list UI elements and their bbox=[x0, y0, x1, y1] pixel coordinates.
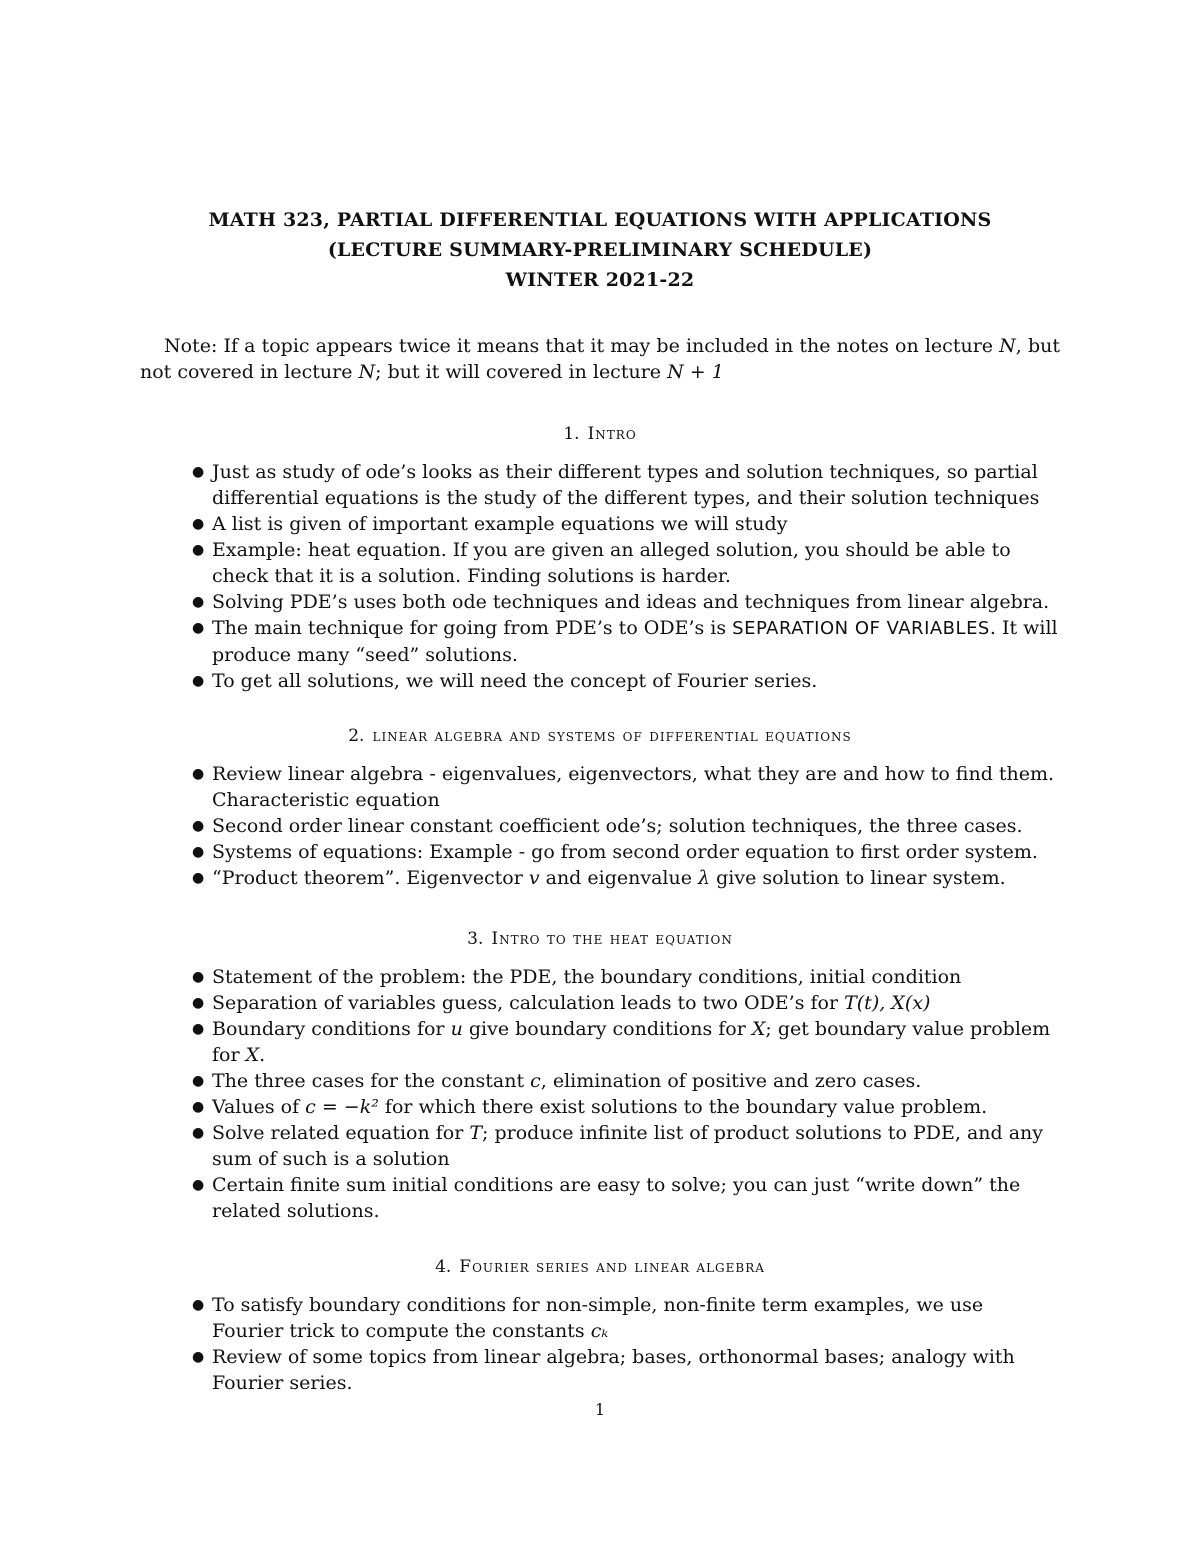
title-line-1: MATH 323, PARTIAL DIFFERENTIAL EQUATIONS WITH APPLICATIONS bbox=[208, 209, 992, 231]
title-line-3: WINTER 2021-22 bbox=[505, 269, 695, 291]
bullet-icon: ● bbox=[192, 995, 205, 1011]
bullet-icon: ● bbox=[192, 673, 205, 689]
bullet-icon: ● bbox=[192, 818, 205, 834]
list-item bbox=[140, 1344, 1060, 1396]
item-math: X bbox=[751, 1018, 766, 1040]
section-number: 3. bbox=[467, 929, 484, 949]
item-text: Review linear algebra - eigenvalues, eigenvectors, what they are and how to find them. Characteristic equation bbox=[212, 763, 1055, 811]
item-text: Values of bbox=[212, 1096, 306, 1118]
page-number: 1 bbox=[594, 1400, 606, 1419]
list-item bbox=[140, 1094, 1060, 1120]
item-math: v bbox=[528, 867, 540, 889]
section-number: 4. bbox=[435, 1257, 452, 1277]
item-text: Example: heat equation. If you are given an alleged solution, you should be able to check that it is a solution. Finding solutions is harder. bbox=[212, 539, 1011, 587]
list-item bbox=[140, 761, 1060, 813]
item-math: c = −k² bbox=[305, 1096, 379, 1118]
section-heading bbox=[140, 926, 1060, 952]
item-text: To get all solutions, we will need the concept of Fourier series. bbox=[212, 670, 818, 692]
item-text: A list is given of important example equations we will study bbox=[212, 513, 788, 535]
list-item bbox=[140, 615, 1060, 668]
list-item bbox=[140, 668, 1060, 694]
bullet-icon: ● bbox=[192, 1177, 205, 1193]
item-emphasis: SEPARATION OF VARIABLES bbox=[732, 618, 990, 639]
item-text: ; produce infinite list of product solutions to PDE, and any sum of such is a solution bbox=[212, 1122, 1044, 1170]
item-text: . bbox=[259, 1044, 266, 1066]
list-item bbox=[140, 1016, 1060, 1068]
item-math: cₖ bbox=[590, 1320, 609, 1342]
list-item bbox=[140, 813, 1060, 839]
note-text-2: , but not covered in lecture bbox=[140, 335, 1060, 383]
item-math: X bbox=[245, 1044, 260, 1066]
section-title: Fourier series and linear algebra bbox=[459, 1257, 765, 1277]
bullet-icon: ● bbox=[192, 870, 205, 886]
item-text: and eigenvalue bbox=[539, 867, 699, 889]
section-intro bbox=[140, 421, 1060, 694]
item-text: , elimination of positive and zero cases. bbox=[540, 1070, 922, 1092]
list-item bbox=[140, 511, 1060, 537]
list-item bbox=[140, 589, 1060, 615]
item-text: Review of some topics from linear algebra; bases, orthonormal bases; analogy with Fourier series. bbox=[212, 1346, 1015, 1394]
bullet-list bbox=[140, 761, 1060, 891]
bullet-icon: ● bbox=[192, 1297, 205, 1313]
item-text: ; get boundary value problem for bbox=[212, 1018, 1051, 1066]
bullet-icon: ● bbox=[192, 516, 205, 532]
section-title: linear algebra and systems of differential equations bbox=[372, 726, 852, 746]
note-math-N1: N bbox=[999, 335, 1016, 357]
section-heat-equation bbox=[140, 926, 1060, 1224]
item-text: Second order linear constant coefficient ode’s; solution techniques, the three cases. bbox=[212, 815, 1023, 837]
note-paragraph bbox=[140, 333, 1060, 385]
document-title bbox=[0, 205, 1200, 295]
title-line-2: (LECTURE SUMMARY-PRELIMINARY SCHEDULE) bbox=[327, 239, 873, 261]
bullet-list bbox=[140, 1292, 1060, 1396]
section-title: Intro to the heat equation bbox=[491, 929, 733, 949]
section-linear-algebra bbox=[140, 723, 1060, 891]
item-math: T(t), X(x) bbox=[844, 992, 931, 1014]
item-math: c bbox=[530, 1070, 541, 1092]
section-fourier-series bbox=[140, 1254, 1060, 1396]
bullet-icon: ● bbox=[192, 620, 205, 636]
bullet-icon: ● bbox=[192, 969, 205, 985]
list-item bbox=[140, 865, 1060, 891]
section-heading bbox=[140, 421, 1060, 447]
item-text: Just as study of ode’s looks as their different types and solution techniques, so partial differential equations is the study of the different types, and their solution techniques bbox=[212, 461, 1040, 509]
list-item bbox=[140, 839, 1060, 865]
bullet-icon: ● bbox=[192, 766, 205, 782]
item-text: Boundary conditions for bbox=[212, 1018, 451, 1040]
bullet-icon: ● bbox=[192, 1125, 205, 1141]
list-item bbox=[140, 964, 1060, 990]
item-math: λ bbox=[698, 867, 711, 889]
list-item bbox=[140, 459, 1060, 511]
item-text: To satisfy boundary conditions for non-simple, non-finite term examples, we use Fourier trick to compute the constants bbox=[212, 1294, 984, 1342]
section-heading bbox=[140, 723, 1060, 749]
item-text: for which there exist solutions to the boundary value problem. bbox=[378, 1096, 988, 1118]
bullet-icon: ● bbox=[192, 1099, 205, 1115]
bullet-list bbox=[140, 459, 1060, 694]
note-math-N2: N bbox=[358, 361, 376, 383]
item-text: The main technique for going from PDE’s to ODE’s is bbox=[212, 617, 733, 639]
item-text: Separation of variables guess, calculation leads to two ODE’s for bbox=[212, 992, 845, 1014]
item-text: Statement of the problem: the PDE, the boundary conditions, initial condition bbox=[212, 966, 962, 988]
item-text: give boundary conditions for bbox=[462, 1018, 752, 1040]
section-heading bbox=[140, 1254, 1060, 1280]
item-text: . It will produce many “seed” solutions. bbox=[212, 617, 1058, 666]
list-item bbox=[140, 990, 1060, 1016]
item-text: Solving PDE’s uses both ode techniques and ideas and techniques from linear algebra. bbox=[212, 591, 1050, 613]
bullet-icon: ● bbox=[192, 1349, 205, 1365]
bullet-icon: ● bbox=[192, 542, 205, 558]
section-title: Intro bbox=[587, 424, 637, 444]
item-text: Certain finite sum initial conditions are easy to solve; you can just “write down” the related solutions. bbox=[212, 1174, 1021, 1222]
section-number: 1. bbox=[563, 424, 580, 444]
list-item bbox=[140, 1292, 1060, 1344]
note-math-N3: N + 1 bbox=[667, 361, 724, 383]
item-text: Systems of equations: Example - go from second order equation to first order system. bbox=[212, 841, 1038, 863]
bullet-icon: ● bbox=[192, 464, 205, 480]
item-math: u bbox=[450, 1018, 463, 1040]
list-item bbox=[140, 1172, 1060, 1224]
note-text-1: Note: If a topic appears twice it means that it may be included in the notes on lecture bbox=[164, 335, 1000, 357]
bullet-icon: ● bbox=[192, 844, 205, 860]
item-text: The three cases for the constant bbox=[212, 1070, 531, 1092]
list-item bbox=[140, 537, 1060, 589]
bullet-list bbox=[140, 964, 1060, 1224]
item-text: give solution to linear system. bbox=[710, 867, 1006, 889]
item-math: T bbox=[469, 1122, 483, 1144]
bullet-icon: ● bbox=[192, 1021, 205, 1037]
list-item bbox=[140, 1068, 1060, 1094]
note-text-3: ; but it will covered in lecture bbox=[375, 361, 668, 383]
bullet-icon: ● bbox=[192, 1073, 205, 1089]
item-text: “Product theorem”. Eigenvector bbox=[212, 867, 529, 889]
list-item bbox=[140, 1120, 1060, 1172]
item-text: Solve related equation for bbox=[212, 1122, 470, 1144]
section-number: 2. bbox=[348, 726, 365, 746]
bullet-icon: ● bbox=[192, 594, 205, 610]
